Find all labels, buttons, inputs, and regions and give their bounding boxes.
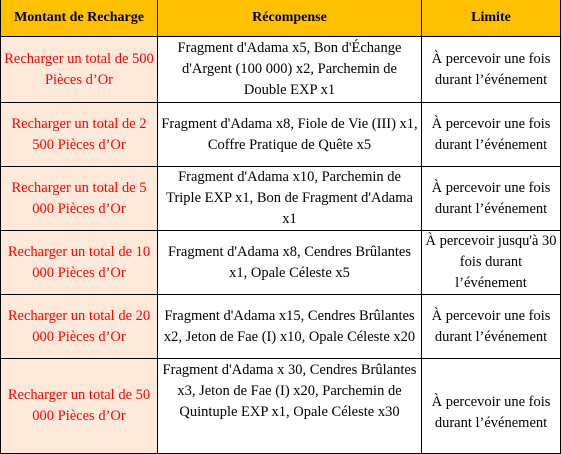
reward-cell: Fragment d'Adama x15, Cendres Brûlantes x2, Jeton de Fae (I) x10, Opale Céleste x20 [158,295,422,359]
limit-cell: À percevoir une fois durant l’événement [422,37,561,103]
limit-cell: À percevoir une fois durant l’événement [422,359,561,454]
header-row [1,0,561,37]
limit-cell: À percevoir une fois durant l’événement [422,167,561,231]
recharge-amount-cell: Recharger un total de 20 000 Pièces d’Or [1,295,158,359]
limit-cell: À percevoir jusqu'à 30 fois durant l’événement [422,231,561,295]
reward-cell: Fragment d'Adama x8, Cendres Brûlantes x1, Opale Céleste x5 [158,231,422,295]
reward-cell: Fragment d'Adama x8, Fiole de Vie (III) x1, Coffre Pratique de Quête x5 [158,103,422,167]
reward-cell: Fragment d'Adama x5, Bon d'Échange d'Argent (100 000) x2, Parchemin de Double EXP x1 [158,37,422,103]
table-row [1,103,561,167]
header-reward: Récompense [158,0,422,37]
reward-cell: Fragment d'Adama x 30, Cendres Brûlantes x3, Jeton de Fae (I) x20, Parchemin de Quintuple EXP x1, Opale Céleste x30 [158,359,422,454]
reward-cell: Fragment d'Adama x10, Parchemin de Triple EXP x1, Bon de Fragment d'Adama x1 [158,167,422,231]
table-row [1,295,561,359]
recharge-amount-cell: Recharger un total de 10 000 Pièces d’Or [1,231,158,295]
recharge-amount-cell: Recharger un total de 50 000 Pièces d’Or [1,359,158,454]
limit-cell: À percevoir une fois durant l’événement [422,295,561,359]
table-row [1,231,561,295]
recharge-amount-cell: Recharger un total de 2 500 Pièces d’Or [1,103,158,167]
table-row [1,359,561,454]
table-row [1,37,561,103]
limit-cell: À percevoir une fois durant l’événement [422,103,561,167]
header-limit: Limite [422,0,561,37]
table-row [1,167,561,231]
header-amount: Montant de Recharge [1,0,158,37]
recharge-amount-cell: Recharger un total de 5 000 Pièces d’Or [1,167,158,231]
recharge-amount-cell: Recharger un total de 500 Pièces d’Or [1,37,158,103]
